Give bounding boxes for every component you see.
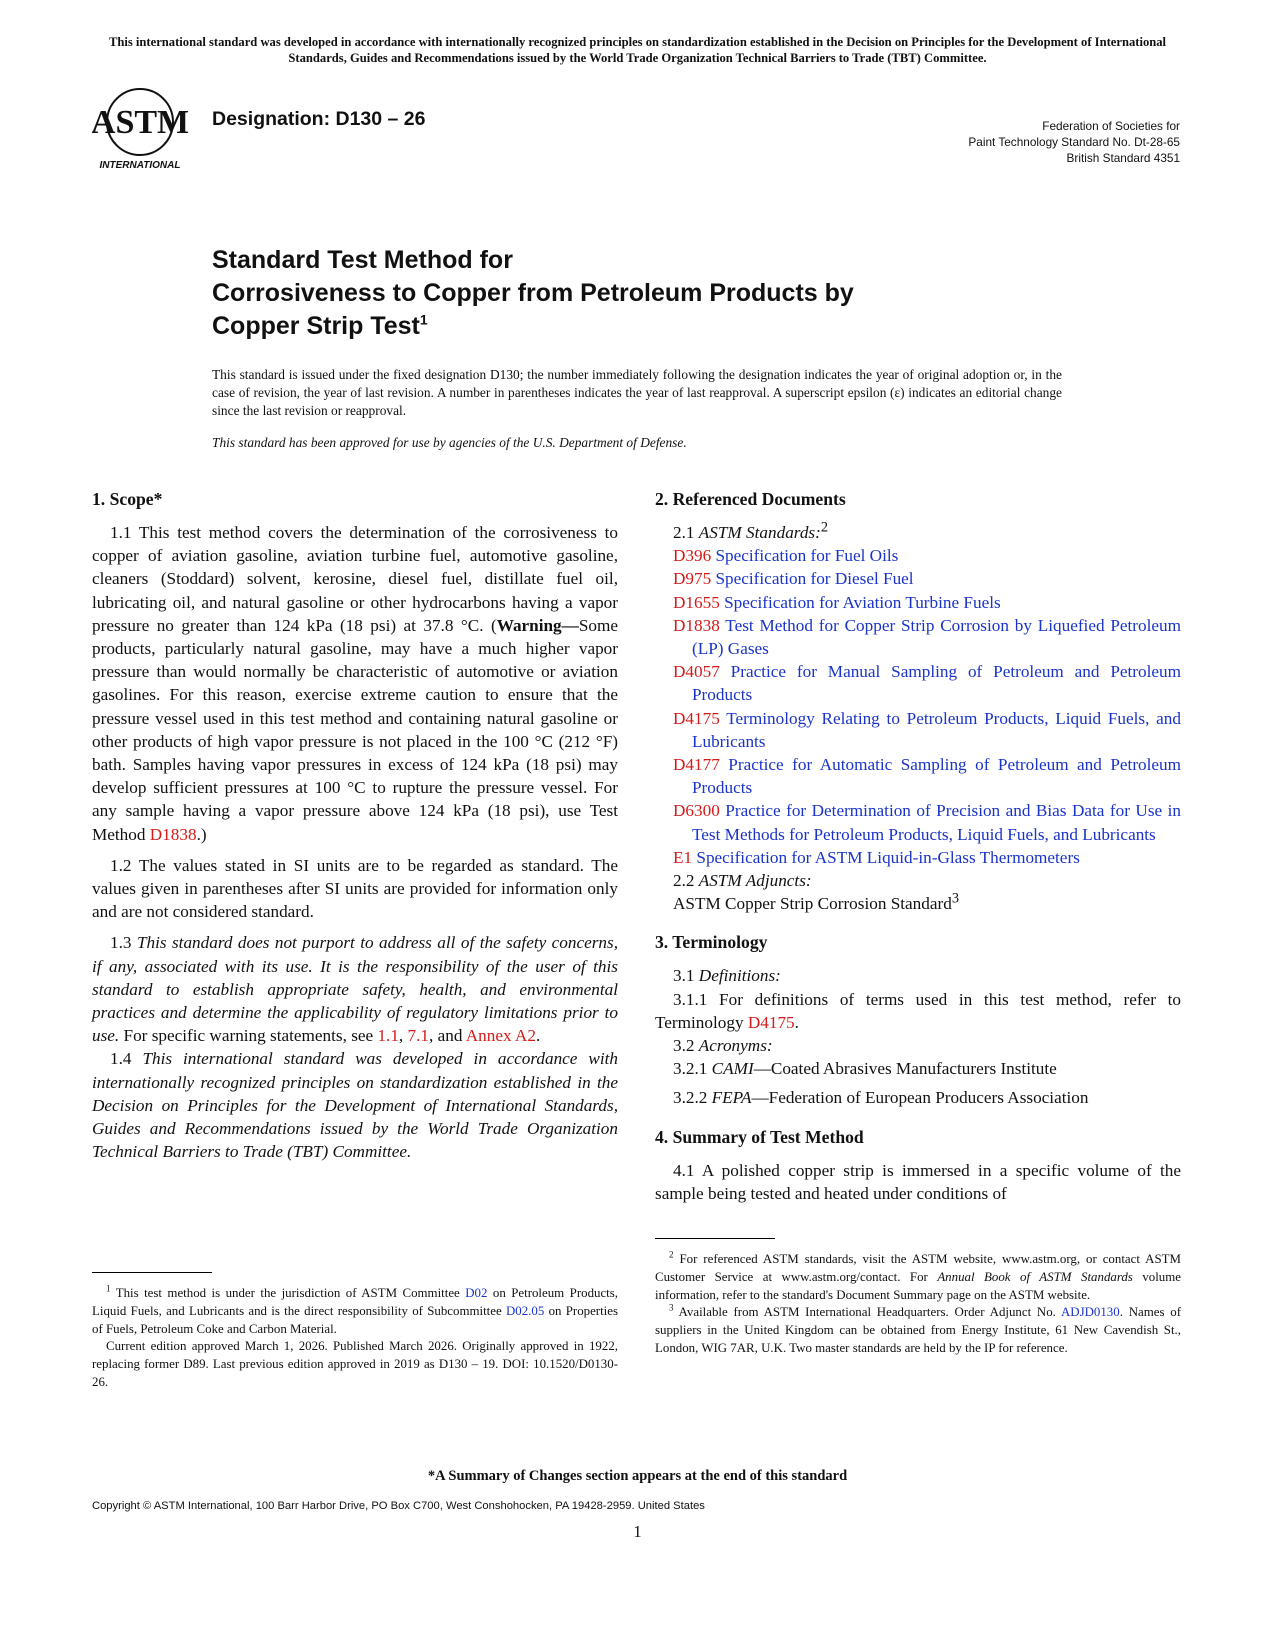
astm-logo-caption: INTERNATIONAL	[99, 160, 181, 171]
scope-paragraph-1-1: 1.1 This test method covers the determination of the corrosiveness to copper of aviation gasoline, aviation turbine fuel, automotive gasoline, cleaners (Stoddard) solvent, kerosine, diesel fuel, distillate fuel oil, lubricating oil, and natural gasoline or other hydrocarbons having a vapor pressure no greater than 124 kPa (18 psi) at 37.8 °C. (Warning—Some products, particularly natural gasoline, may have a much higher vapor pressure than would normally be characteristic of automotive or aviation gasolines. For this reason, exercise extreme caution to ensure that the pressure vessel used in this test method and containing natural gasoline or other products of high vapor pressure is not placed in the 100 °C (212 °F) bath. Samples having vapor pressures in excess of 124 kPa (18 psi) may develop sufficient pressures at 100 °C to rupture the pressure vessel. For any sample having a vapor pressure above 124 kPa (18 psi), use Test Method D1838.)	[92, 523, 618, 844]
footnote-block-right	[655, 1238, 1181, 1358]
subcommittee-link-d02-05[interactable]: D02.05	[505, 1303, 545, 1318]
reference-item[interactable]: E1 Specification for ASTM Liquid-in-Glass Thermometers	[673, 847, 1080, 867]
reference-item[interactable]: D396 Specification for Fuel Oils	[673, 546, 899, 566]
acronym-fepa: 3.2.2 FEPA—Federation of European Producers Association	[673, 1088, 1089, 1108]
federation-line: British Standard 4351	[1066, 151, 1180, 165]
reference-item[interactable]: D975 Specification for Diesel Fuel	[673, 569, 914, 589]
scope-paragraph-1-4: 1.4 This international standard was developed in accordance with internationally recognized principles on standardization established in the Decision on Principles for the Development of International Standards, Guides and Recommendations issued by the World Trade Organization Technical Barriers to Trade (TBT) Committee.	[92, 1049, 618, 1162]
footnote-1-edition: Current edition approved March 1, 2026. Published March 2026. Originally approved in 1922, replacing former D89. Last previous edition approved in 2019 as D130 – 19. DOI: 10.1520/D0130-26.	[92, 1339, 618, 1389]
footnote-1: $^1$ This test method is under the jurisdiction of ASTM Committee D02 on Petroleum Products, Liquid Fuels, and Lubricants and is the direct responsibility of Subcommittee D02.05 on Properties of Fuels, Petroleum Coke and Carbon Material.	[92, 1283, 619, 1336]
reference-item[interactable]: D1838 Test Method for Copper Strip Corrosion by Liquefied Petroleum (LP) Gases	[673, 615, 1181, 659]
definition-paragraph-3-1-1: 3.1.1 For definitions of terms used in this test method, refer to Terminology D4175.	[655, 989, 1181, 1032]
title-line-2: Corrosiveness to Copper from Petroleum Products by	[212, 279, 854, 307]
summary-paragraph-4-1: 4.1 A polished copper strip is immersed in a specific volume of the sample being tested and heated under conditions of	[655, 1160, 1181, 1203]
section-heading-summary: 4. Summary of Test Method	[655, 1126, 864, 1147]
ref-link-d1838[interactable]: D1838	[149, 824, 197, 844]
federation-line: Paint Technology Standard No. Dt-28-65	[968, 135, 1180, 149]
reference-item[interactable]: D4057 Practice for Manual Sampling of Petroleum and Petroleum Products	[673, 662, 1181, 705]
reference-item[interactable]: D1655 Specification for Aviation Turbine Fuels	[673, 592, 1001, 612]
copyright-line: Copyright © ASTM International, 100 Barr Harbor Drive, PO Box C700, West Conshohocken, PA 19428-2959. United States	[92, 1500, 705, 1512]
scope-paragraph-1-3: 1.3 This standard does not purport to address all of the safety concerns, if any, associated with its use. It is the responsibility of the user of this standard to establish appropriate safety, health, and environmental practices and determine the applicability of regulatory limitations prior to use. For specific warning statements, see 1.1, 7.1, and Annex A2.	[92, 933, 619, 1046]
document-title	[212, 244, 854, 343]
ref-link-d4175[interactable]: D4175	[747, 1012, 795, 1032]
astm-logo-letters: ASTM	[92, 104, 190, 141]
subsection-astm-standards: 2.1 ASTM Standards:$^2$	[673, 519, 829, 542]
subsection-astm-adjuncts: 2.2 ASTM Adjuncts:	[673, 871, 812, 891]
title-line-3: Copper Strip Test	[212, 312, 420, 340]
footnote-2: $^2$ For referenced ASTM standards, visit the ASTM website, www.astm.org, or contact ASTM Customer Service at www.astm.org/contact. For Annual Book of ASTM Standards volume information, refer to the standard's Document Summary page on the ASTM website.	[655, 1249, 1182, 1302]
subsection-acronyms: 3.2 Acronyms:	[673, 1036, 773, 1056]
designation: Designation: D130 – 26	[212, 108, 426, 130]
astm-logo-icon	[92, 88, 196, 172]
top-notice: This international standard was developed in accordance with internationally recognized principles on standardization established in the Decision on Principles for the Development of International Standards, Guides and Recommendations issued by the World Trade Organization Technical Barriers to Trade (TBT) Committee.	[108, 35, 1167, 65]
title-footnote-mark[interactable]: 1	[419, 311, 428, 328]
footnote-divider	[655, 1238, 775, 1239]
left-column	[92, 488, 618, 1163]
reference-item[interactable]: D4177 Practice for Automatic Sampling of Petroleum and Petroleum Products	[673, 755, 1182, 798]
reference-item[interactable]: D4175 Terminology Relating to Petroleum Products, Liquid Fuels, and Lubricants	[673, 708, 1181, 751]
acronym-cami: 3.2.1 CAMI—Coated Abrasives Manufacturers Institute	[673, 1059, 1057, 1079]
astm-logo	[92, 88, 196, 172]
footnote-block-left	[92, 1272, 618, 1392]
intro-text: This standard is issued under the fixed designation D130; the number immediately following the designation indicates the year of original adoption or, in the case of revision, the year of last revision. A number in parentheses indicates the year of last reapproval. A superscript epsilon (ε) indicates an editorial change since the last revision or reapproval.	[212, 367, 1062, 419]
ref-link-annex-a2[interactable]: Annex A2	[465, 1026, 536, 1046]
footnote-3: $^3$ Available from ASTM International Headquarters. Order Adjunct No. ADJD0130. Names of suppliers in the United Kingdom can be obtained from Energy Institute, 61 New Cavendish St., London, WIG 7AR, U.K. Two master standards are held by the IP for reference.	[655, 1303, 1181, 1355]
ref-link-1-1[interactable]: 1.1	[377, 1026, 399, 1046]
footnote-divider	[92, 1272, 212, 1273]
federation-line: Federation of Societies for	[1042, 119, 1180, 133]
reference-item[interactable]: D6300 Practice for Determination of Precision and Bias Data for Use in Test Methods for Petroleum Products, Liquid Fuels, and Lubricants	[673, 801, 1181, 844]
subsection-definitions: 3.1 Definitions:	[673, 966, 781, 986]
federation-block	[860, 118, 1180, 166]
referenced-documents-list	[655, 544, 1181, 869]
page-number: 1	[633, 1522, 642, 1541]
title-line-1: Standard Test Method for	[212, 246, 513, 274]
committee-link-d02[interactable]: D02	[465, 1286, 488, 1300]
adjunct-item: ASTM Copper Strip Corrosion Standard$^3$	[673, 890, 959, 914]
summary-of-changes-note: *A Summary of Changes section appears at the end of this standard	[427, 1468, 848, 1484]
dod-note: This standard has been approved for use by agencies of the U.S. Department of Defense.	[212, 435, 687, 450]
section-heading-referenced-documents: 2. Referenced Documents	[655, 489, 846, 509]
ref-link-7-1[interactable]: 7.1	[407, 1026, 429, 1046]
section-heading-scope: 1. Scope*	[92, 489, 163, 509]
section-heading-terminology: 3. Terminology	[655, 932, 768, 953]
adjunct-link-adjd0130[interactable]: ADJD0130	[1060, 1305, 1120, 1320]
right-column	[655, 488, 1181, 1205]
scope-paragraph-1-2: 1.2 The values stated in SI units are to be regarded as standard. The values given in parentheses after SI units are provided for information only and are not considered standard.	[92, 855, 618, 922]
